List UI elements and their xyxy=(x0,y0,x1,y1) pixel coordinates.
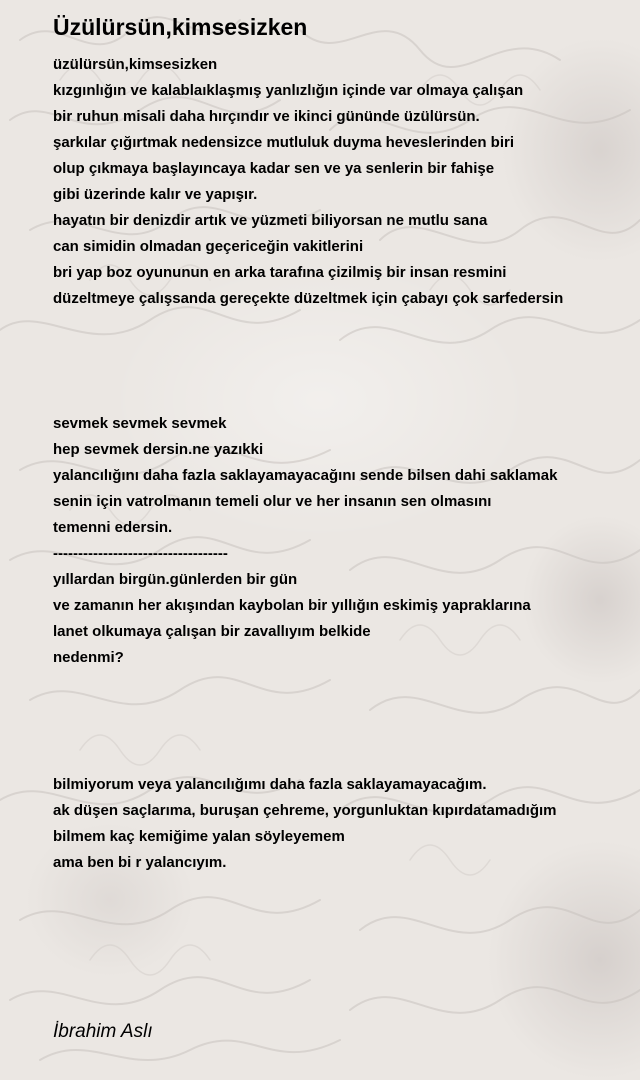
poem-line: ak düşen saçlarıma, buruşan çehreme, yorgunluktan kıpırdatamadığım xyxy=(53,802,557,819)
poem-line: kızgınlığın ve kalablaıklaşmış yanlızlığın içinde var olmaya çalışan xyxy=(53,82,524,99)
poem-line: bri yap boz oyununun en arka tarafına çizilmiş bir insan resmini xyxy=(53,264,507,281)
poem-line: temenni edersin. xyxy=(53,519,173,536)
poem-line: senin için vatrolmanın temeli olur ve her insanın sen olmasını xyxy=(53,493,492,510)
poem-line: olup çıkmaya başlayıncaya kadar sen ve ya senlerin bir fahişe xyxy=(53,160,495,177)
stanza-1 xyxy=(53,52,633,312)
poem-line: ve zamanın her akışından kaybolan bir yıllığın eskimiş yapraklarına xyxy=(53,597,531,614)
stanza-3 xyxy=(53,772,633,876)
poem-line: ama ben bi r yalancıyım. xyxy=(53,854,227,871)
poem-line: bilmiyorum veya yalancılığımı daha fazla saklayamayacağım. xyxy=(53,776,487,793)
poem-line: can simidin olmadan geçericeğin vakitlerini xyxy=(53,238,364,255)
stanza-2 xyxy=(53,411,633,671)
poem-line: yalancılığını daha fazla saklayamayacağını sende bilsen dahi saklamak xyxy=(53,467,558,484)
author-name: İbrahim Aslı xyxy=(53,1021,153,1042)
poem-line: yıllardan birgün.günlerden bir gün xyxy=(53,571,298,588)
poem-line: bilmem kaç kemiğime yalan söyleyemem xyxy=(53,828,345,845)
poem-title: Üzülürsün,kimsesizken xyxy=(53,14,308,40)
poem-line: üzülürsün,kimsesizken xyxy=(53,56,218,73)
poem-line: hep sevmek dersin.ne yazıkki xyxy=(53,441,264,458)
poem-line: sevmek sevmek sevmek xyxy=(53,415,227,432)
poem-line: gibi üzerinde kalır ve yapışır. xyxy=(53,186,258,203)
poem-line: hayatın bir denizdir artık ve yüzmeti biliyorsan ne mutlu sana xyxy=(53,212,488,229)
poem-line: düzeltmeye çalışsanda gereçekte düzeltmek için çabayı çok sarfedersin xyxy=(53,290,564,307)
poem-separator: ----------------------------------- xyxy=(53,545,228,562)
poem-line: lanet olkumaya çalışan bir zavallıyım belkide xyxy=(53,623,371,640)
poem-line: nedenmi? xyxy=(53,649,124,666)
poem-line: bir ruhun misali daha hırçındır ve ikinci gününde üzülürsün. xyxy=(53,108,480,125)
poem-line: şarkılar çığırtmak nedensizce mutluluk duyma heveslerinden biri xyxy=(53,134,515,151)
